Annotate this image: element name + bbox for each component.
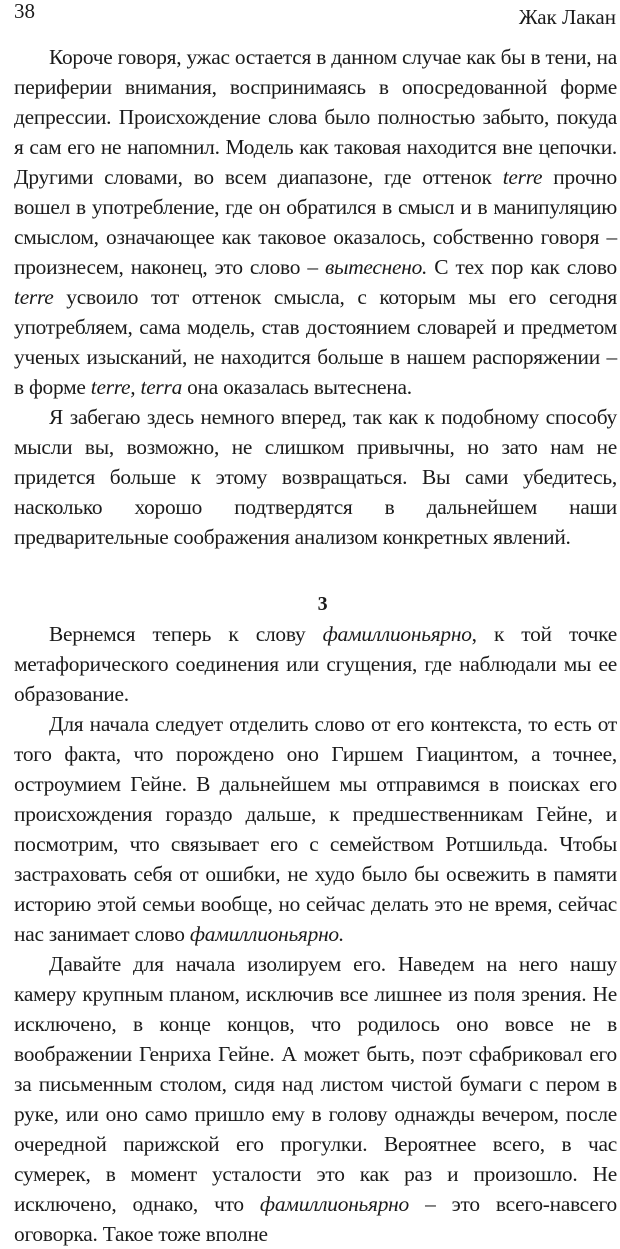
text-run: Вернемся теперь к слову bbox=[49, 622, 323, 646]
body-text bbox=[14, 42, 617, 1249]
italic-term: фамиллионьярно bbox=[259, 1192, 409, 1216]
running-title: Жак Лакан bbox=[518, 5, 616, 29]
text-run: С тех пор как слово bbox=[427, 255, 617, 279]
section-number: 3 bbox=[317, 593, 328, 615]
paragraph bbox=[14, 402, 617, 552]
text-run: она оказалась вытеснена. bbox=[182, 375, 412, 399]
page-number: 38 bbox=[14, 0, 35, 23]
paragraph bbox=[14, 949, 617, 1249]
italic-term: вытеснено. bbox=[324, 255, 428, 279]
italic-term: terre bbox=[502, 165, 543, 189]
text-run: Для начала следует отделить слово от его контекста, то есть от того факта, что порождено оно Гиршем Гиацинтом, а точнее, остроумием Гейне. В дальнейшем мы отправимся в поисках его происхождения гораздо дальше, к предшественникам Гейне, и посмотрим, что связывает его с семейством Ротшильда. Чтобы застраховать себя от ошибки, не худо было бы освежить в памяти историю этой семьи вообще, но сейчас делать это не время, сейчас нас занимает слово bbox=[14, 712, 617, 946]
text-run: – это всего-навсего оговорка. Такое тоже вполне bbox=[14, 1192, 617, 1246]
italic-term: фамиллионьярно bbox=[322, 622, 472, 646]
text-run: усвоило тот оттенок смысла, с которым мы его сегодня употребляем, сама модель, став достоянием словарей и предметом ученых изысканий, не находится больше в нашем распоряжении – в форме bbox=[14, 285, 617, 399]
italic-term: фамиллионьярно. bbox=[189, 922, 344, 946]
paragraph bbox=[14, 42, 617, 402]
text-run: прочно вошел в употребление, где он обратился в смысл и в манипуляцию смыслом, означающее как таковое оказалось, собственно говоря – произнесем, наконец, это слово – bbox=[14, 165, 617, 279]
text-run: Короче говоря, ужас остается в данном случае как бы в тени, на периферии внимания, воспринимаясь в опосредованной форме депрессии. Происхождение слова было полностью забыто, покуда я сам его не напомнил. Модель как таковая находится вне цепочки. Другими словами, во всем диапазоне, где оттенок bbox=[14, 45, 617, 189]
paragraph bbox=[14, 619, 617, 709]
text-run: Давайте для начала изолируем его. Наведем на него нашу камеру крупным планом, исключив все лишнее из поля зрения. Не исключено, в конце концов, что родилось оно вовсе не в воображении Генриха Гейне. А может быть, поэт сфабриковал его за письменным столом, сидя над листом чистой бумаги с пером в руке, или оно само пришло ему в голову однажды вечером, после очередной парижской его прогулки. Вероятнее всего, в час сумерек, в момент усталости это как раз и произошло. Не исключено, однако, что bbox=[14, 952, 617, 1216]
italic-term: terre, terra bbox=[90, 375, 183, 399]
running-header bbox=[14, 0, 616, 30]
text-run: Я забегаю здесь немного вперед, так как к подобному способу мысли вы, возможно, не слишком привычны, но зато нам не придется больше к этому возвращаться. Вы сами убедитесь, насколько хорошо подтвердятся в дальнейшем наши предварительные соображения анализом конкретных явлений. bbox=[14, 405, 617, 549]
text-run: , к той точке метафорического соединения или сгущения, где наблюдали мы ее образование. bbox=[14, 622, 618, 706]
italic-term: terre bbox=[14, 285, 54, 309]
paragraph bbox=[14, 709, 617, 949]
